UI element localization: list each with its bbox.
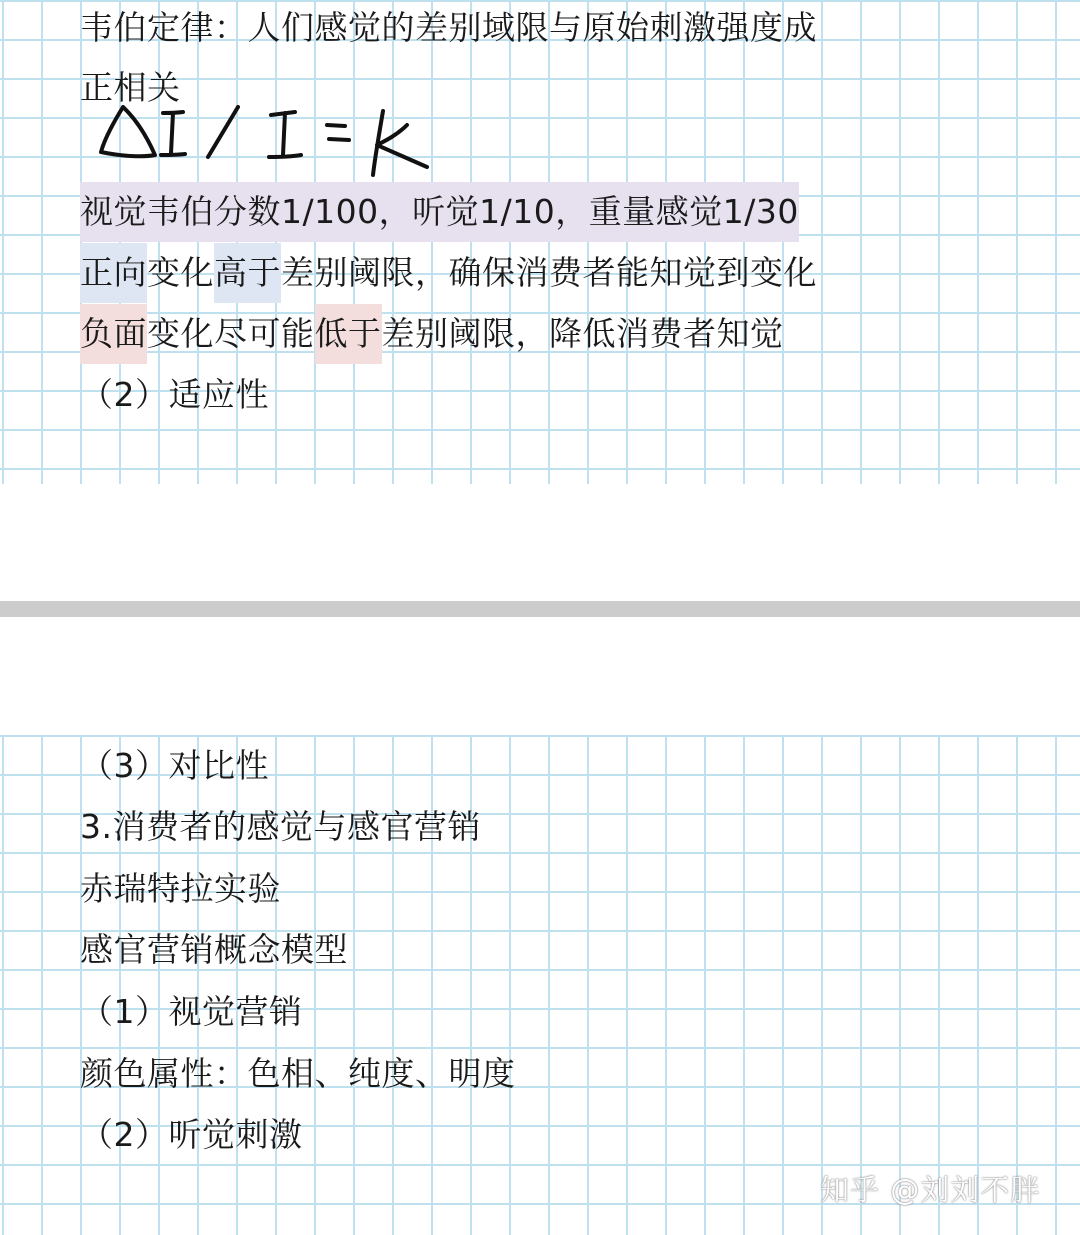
color-attributes-line: 颜色属性：色相、纯度、明度 (80, 1054, 516, 1093)
sensory-marketing-heading: 3.消费者的感觉与感官营销 (80, 807, 481, 846)
handwritten-formula (95, 95, 435, 190)
zhihu-watermark: 知乎 @刘刘不胖 (820, 1173, 1041, 1207)
handwritten-slash (208, 107, 238, 157)
text-change: 变化 (147, 253, 214, 292)
highlight-positive: 正向 (80, 243, 147, 303)
negative-change-line (80, 304, 784, 360)
handwritten-i2 (269, 112, 301, 157)
positive-correlation-line: 正相关 (80, 68, 181, 107)
handwritten-k (373, 111, 427, 175)
text-change-as-possible: 变化尽可能 (147, 314, 315, 353)
adaptation-heading: （2）适应性 (80, 375, 269, 414)
handwritten-equals (327, 125, 349, 140)
weber-fraction-text: 视觉韦伯分数1/100，听觉1/10，重量感觉1/30 (80, 182, 799, 242)
model-line: 感官营销概念模型 (80, 930, 348, 969)
text-threshold-rest: 差别阈限，确保消费者能知觉到变化 (281, 253, 817, 292)
contrast-heading: （3）对比性 (80, 746, 269, 785)
experiment-line: 赤瑞特拉实验 (80, 869, 281, 908)
auditory-stimulus-heading: （2）听觉刺激 (80, 1115, 303, 1154)
page-gap (0, 617, 1080, 735)
handwritten-delta (101, 107, 155, 156)
highlight-negative: 负面 (80, 304, 147, 364)
visual-marketing-heading: （1）视觉营销 (80, 992, 303, 1031)
page-gap (0, 484, 1080, 601)
weber-law-line: 韦伯定律：人们感觉的差别域限与原始刺激强度成 (80, 8, 817, 47)
weber-fraction-line (80, 182, 799, 238)
page-separator (0, 601, 1080, 617)
highlight-below: 低于 (315, 304, 382, 364)
highlight-above: 高于 (214, 243, 281, 303)
handwritten-i (161, 112, 185, 155)
text-threshold-rest2: 差别阈限，降低消费者知觉 (381, 314, 784, 353)
positive-change-line (80, 243, 817, 299)
